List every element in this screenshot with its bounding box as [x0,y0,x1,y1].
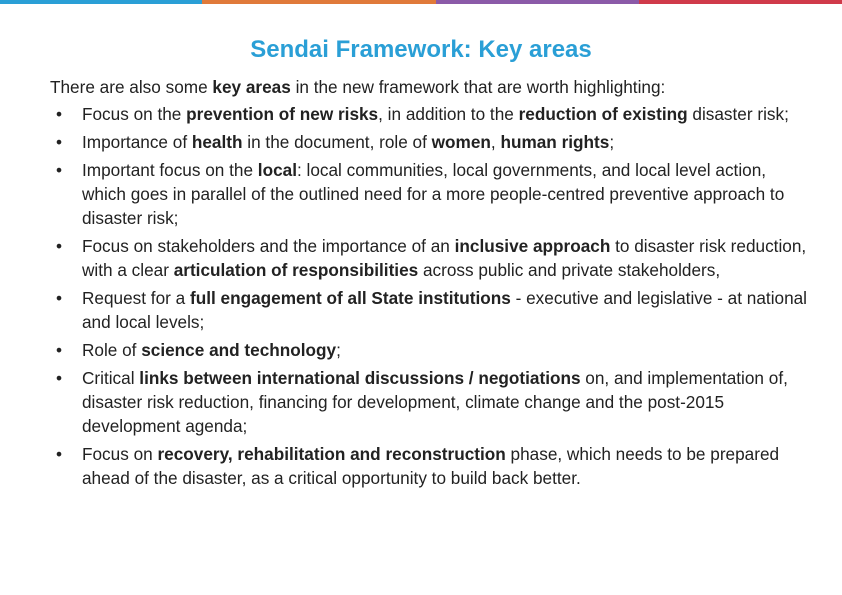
list-item: • Importance of health in the document, role of women, human rights; [56,131,615,152]
bullet-icon: • [56,287,63,308]
slide-title: Sendai Framework: Key areas [250,36,592,63]
list-item: • Request for a full engagement of all State institutions - executive and legislative - at national and local levels; [56,287,808,332]
bullet-icon: • [56,443,63,464]
top-color-bar [0,0,842,4]
bullet-icon: • [56,131,63,152]
bar-segment-purple [436,0,639,4]
bullet-icon: • [56,235,63,256]
intro-paragraph: There are also some key areas in the new framework that are worth highlighting: [50,77,666,97]
key-areas-list [50,102,810,490]
bullet-icon: • [56,367,63,388]
bullet-icon: • [56,159,63,180]
list-item: • Critical links between international discussions / negotiations on, and implementation of, disaster risk reduction, financing for development, climate change and the post-2015 development agenda; [56,367,788,436]
list-item: • Focus on stakeholders and the importance of an inclusive approach to disaster risk reduction, with a clear articulation of responsibilities across public and private stakeholders, [56,235,807,280]
bullet-icon: • [56,103,63,124]
bullet-icon: • [56,339,63,360]
list-item: • Focus on recovery, rehabilitation and reconstruction phase, which needs to be prepared ahead of the disaster, as a critical opportunity to build back better. [56,443,780,488]
list-item: • Important focus on the local: local communities, local governments, and local level action, which goes in parallel of the outlined need for a more people-centred preventive approach to disaster risk; [56,159,785,228]
bar-segment-blue [0,0,202,4]
bar-segment-orange [202,0,436,4]
list-item: • Focus on the prevention of new risks, in addition to the reduction of existing disaster risk; [56,103,789,124]
bar-segment-red [639,0,842,4]
slide-body [50,75,810,494]
list-item: • Role of science and technology; [56,339,341,360]
